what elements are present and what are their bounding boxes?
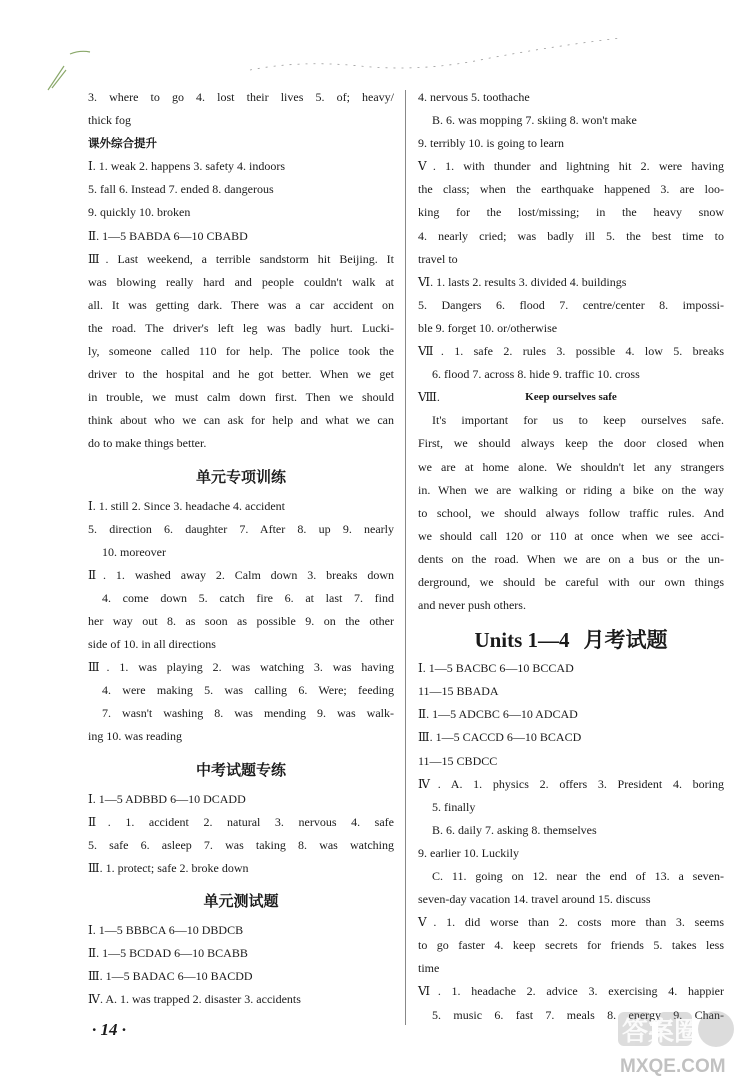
answer-line: Ⅰ. 1—5 BBBCA 6—10 DBDCB <box>88 922 244 937</box>
answer-line: Ⅱ. 1. accident 2. natural 3. nervous 4. safe <box>88 814 394 829</box>
answer-line: Ⅰ. 1—5 BACBC 6—10 BCCAD <box>418 661 574 676</box>
answer-line: side of 10. in all directions <box>88 637 216 652</box>
answer-line: Ⅲ. Last weekend, a terrible sandstorm hit Beijing. It <box>88 251 394 266</box>
answer-line: 4. were making 5. was calling 6. Were; feeding <box>102 683 394 698</box>
answer-line: do to make things better. <box>88 436 207 451</box>
answer-line: travel to <box>418 251 458 266</box>
answer-line: ing 10. was reading <box>88 729 182 744</box>
answer-line: all. It was getting dark. There was a car accident on <box>88 297 394 312</box>
answer-line: we should call 120 or 110 at once when we see acci- <box>418 528 724 543</box>
answer-line: 3. where to go 4. lost their lives 5. of; heavy/ <box>88 90 394 104</box>
left-column <box>88 86 394 1011</box>
watermark-logo <box>610 1004 740 1084</box>
answer-line: ble 9. forget 10. or/otherwise <box>418 320 558 335</box>
answer-line: seven-day vacation 14. travel around 15. discuss <box>418 892 651 907</box>
answer-line: we are at home alone. We shouldn't let any strangers <box>418 459 724 474</box>
section-heading: 单元专项训练 <box>195 467 286 486</box>
answer-line: Ⅲ. 1. was playing 2. was watching 3. was having <box>88 660 394 675</box>
column-divider <box>405 90 406 1025</box>
answer-line: Ⅴ. 1. with thunder and lightning hit 2. were having <box>418 159 724 174</box>
watermark-text-en: MXQE.COM <box>620 1056 726 1077</box>
page-number: · 14 · <box>92 1020 126 1039</box>
answer-line: 9. earlier 10. Luckily <box>418 845 519 860</box>
passage-title: Keep ourselves safe <box>525 391 617 404</box>
answer-line: B. 6. daily 7. asking 8. themselves <box>432 822 597 837</box>
answer-line: thick fog <box>88 113 131 128</box>
answer-line: Ⅱ. 1—5 ADCBC 6—10 ADCAD <box>418 707 578 722</box>
answer-line: Ⅱ. 1. washed away 2. Calm down 3. breaks down <box>88 567 394 582</box>
answer-line: Ⅴ. 1. did worse than 2. costs more than 3. seems <box>418 915 724 930</box>
answer-line: 7. wasn't washing 8. was mending 9. was walk- <box>102 706 394 721</box>
answer-line: Ⅲ. 1—5 CACCD 6—10 BCACD <box>418 730 582 745</box>
answer-line: 5. safe 6. asleep 7. was taking 8. was watching <box>88 837 394 852</box>
answer-line: 10. moreover <box>102 544 166 559</box>
answer-line: 4. come down 5. catch fire 6. at last 7. find <box>102 590 394 605</box>
answer-line: ly, someone called 110 for help. The police took the <box>88 344 394 359</box>
answer-line: Ⅰ. 1. weak 2. happens 3. safety 4. indoors <box>88 159 286 174</box>
answer-line: Ⅳ. A. 1. physics 2. offers 3. President 4. boring <box>418 776 724 791</box>
answer-line: king for the lost/missing; in the heavy snow <box>418 205 724 220</box>
subsection-heading: 课外综合提升 <box>88 136 157 151</box>
answer-line: Ⅱ. 1—5 BABDA 6—10 CBABD <box>88 228 248 243</box>
answer-line: derground, we should be careful with our own things <box>418 574 724 589</box>
answer-line: think about who we can ask for help and what we can <box>88 413 394 428</box>
section-numeral: Ⅷ. <box>418 390 440 405</box>
answer-line: Ⅱ. 1—5 BCDAD 6—10 BCABB <box>88 946 248 960</box>
answer-line: dents on the road. When we are on a bus or the un- <box>418 551 724 566</box>
answer-line: in trouble, we must calm down first. Then we should <box>88 390 394 405</box>
answer-line: time <box>418 961 440 976</box>
answer-line: 4. nearly cried; was badly ill 5. the best time to <box>418 228 724 243</box>
answer-line: driver to the hospital and he got better. When we get <box>88 367 394 382</box>
test-heading <box>418 627 724 653</box>
answer-line: Ⅲ. 1—5 BADAC 6—10 BACDD <box>88 969 253 984</box>
answer-line: to go faster 4. keep secrets for friends 5. takes less <box>418 938 724 953</box>
answer-line: 5. finally <box>432 799 476 814</box>
answer-line: Ⅶ. 1. safe 2. rules 3. possible 4. low 5. breaks <box>418 344 724 359</box>
test-heading-en: Units 1—4 <box>474 628 570 653</box>
answer-line: in. When we are walking or riding a bike on the way <box>418 482 724 497</box>
answer-line: her way out 8. as soon as possible 9. on the other <box>88 613 394 628</box>
answer-line: the class; when the earthquake happened 3. are loo- <box>418 182 724 197</box>
answer-line: First, we should always keep the door closed when <box>418 436 724 451</box>
answer-line: 9. terribly 10. is going to learn <box>418 136 564 151</box>
answer-line: It's important for us to keep ourselves safe. <box>432 413 724 428</box>
answer-line: Ⅰ. 1—5 ADBBD 6—10 DCADD <box>88 791 246 806</box>
section-heading: 单元测试题 <box>203 891 279 910</box>
test-heading-cn: 月考试题 <box>583 628 668 653</box>
answer-line: 6. flood 7. across 8. hide 9. traffic 10. cross <box>432 367 640 382</box>
answer-line: B. 6. was mopping 7. skiing 8. won't make <box>432 113 637 128</box>
answer-line: 5. direction 6. daughter 7. After 8. up 9. nearly <box>88 521 394 536</box>
answer-line: to school, we should always follow traffic rules. And <box>418 505 724 520</box>
answer-line: Ⅵ. 1. lasts 2. results 3. divided 4. buildings <box>418 274 627 289</box>
answer-line: 5. Dangers 6. flood 7. centre/center 8. impossi- <box>418 297 724 312</box>
answer-line: Ⅳ. A. 1. was trapped 2. disaster 3. accidents <box>88 992 301 1007</box>
answer-line: was blowing really hard and people couldn't walk at <box>88 274 394 289</box>
answer-line: 5. fall 6. Instead 7. ended 8. dangerous <box>88 182 274 197</box>
answer-line: 9. quickly 10. broken <box>88 205 191 220</box>
answer-line: 5. music 6. fast 7. meals 8. energy 9. Chan- <box>432 1007 724 1022</box>
answer-line: C. 11. going on 12. near the end of 13. a seven- <box>432 869 724 883</box>
answer-line: Ⅵ. 1. headache 2. advice 3. exercising 4. happier <box>418 984 724 999</box>
right-column <box>418 86 724 1027</box>
answer-line <box>418 386 724 409</box>
answer-line: the road. The driver's left leg was badly hurt. Lucki- <box>88 320 394 335</box>
answer-line: 11—15 BBADA <box>418 684 499 699</box>
answer-line: 11—15 CBDCC <box>418 753 498 768</box>
answer-line: Ⅰ. 1. still 2. Since 3. headache 4. accident <box>88 498 286 513</box>
watermark-text-cn: 答案圈 <box>622 1017 701 1047</box>
answer-line: and never push others. <box>418 598 526 613</box>
section-heading: 中考试题专练 <box>195 760 286 779</box>
answer-line: Ⅲ. 1. protect; safe 2. broke down <box>88 860 249 875</box>
answer-line: 4. nervous 5. toothache <box>418 90 530 104</box>
